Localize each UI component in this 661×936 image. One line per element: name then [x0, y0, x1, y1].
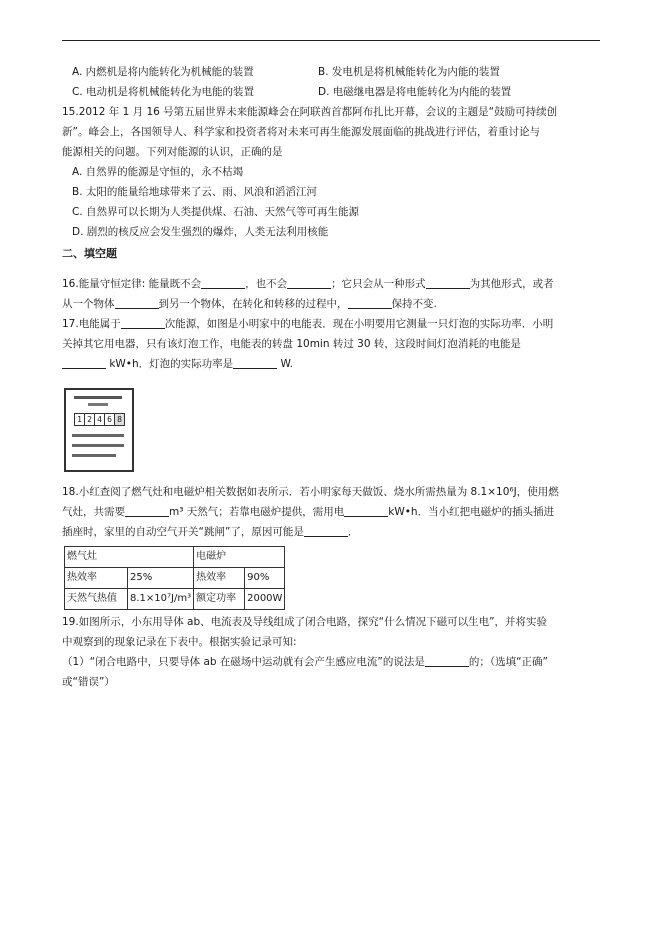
q14-option-d: D. 电磁继电器是将电能转化为内能的装置: [318, 86, 512, 98]
table-row: [65, 568, 285, 589]
answer-blank[interactable]: [233, 356, 277, 369]
q19-line-2: 中观察到的现象记录在下表中。根据实验记录可知:: [62, 636, 297, 648]
q18-text-b: 气灶，共需要: [62, 506, 125, 518]
q17-text-a: 17.电能属于: [62, 318, 121, 330]
q16-line-2: [62, 294, 602, 314]
q18-text-e: 插座时，家里的自动空气开关“跳闸”了，原因可能是: [62, 526, 304, 538]
meter-digit: 6: [105, 414, 115, 425]
table-cell: 热效率: [65, 568, 128, 589]
q18-text-c: m³ 天然气；若靠电磁炉提供，需用电: [169, 506, 345, 518]
meter-digits: [74, 413, 125, 426]
q16-text-c: ；它只会从一种形式: [331, 278, 426, 290]
q17-text-d: kW•h．灯泡的实际功率是: [109, 358, 234, 370]
answer-blank[interactable]: [304, 524, 348, 537]
q18-line-1: 18.小红查阅了燃气灶和电磁炉相关数据如表所示．若小明家每天做饭、烧水所需热量为 8.1×10⁶J，使用燃: [62, 486, 559, 498]
q17-line-1: [62, 314, 602, 334]
q15-stem-line-3: 能源相关的问题。下列对能源的认识，正确的是: [62, 146, 283, 158]
answer-blank[interactable]: [287, 276, 331, 289]
q16-text-f: 到另一个物体，在转化和转移的过程中，: [158, 298, 348, 310]
answer-blank[interactable]: [426, 276, 470, 289]
table-cell: 25%: [128, 568, 194, 589]
electric-meter-image: [64, 388, 134, 472]
q17-line-2: 关掉其它用电器，只有该灯泡工作，电能表的转盘 10min 转过 30 转，这段时间灯泡消耗的电能是: [62, 338, 521, 350]
answer-blank[interactable]: [62, 356, 106, 369]
q19-sub1-line-2: 或“错误”）: [62, 676, 115, 688]
meter-digit: 1: [75, 414, 85, 425]
table-cell: 天然气热值: [65, 589, 128, 610]
header-rule: [62, 40, 600, 41]
q15-option-b: B. 太阳的能量给地球带来了云、雨、风浪和滔滔江河: [72, 186, 317, 198]
q19-line-1: 19.如图所示，小东用导体 ab、电流表及导线组成了闭合电路，探究“什么情况下磁可以生电”，并将实验: [62, 616, 548, 628]
meter-digit: 8: [115, 414, 124, 425]
table-cell: 额定功率: [194, 589, 245, 610]
q14-option-b: B. 发电机是将机械能转化为内能的装置: [318, 66, 500, 78]
table-header-gas: 燃气灶: [65, 547, 194, 568]
q15-option-a: A. 自然界的能源是守恒的，永不枯竭: [72, 166, 244, 178]
q16-text-g: 保持不变.: [391, 298, 437, 310]
table-cell: 热效率: [194, 568, 245, 589]
q17-text-e: W.: [280, 358, 294, 370]
table-row: [65, 589, 285, 610]
q19-sub1-text-b: 的；（选填“正确”: [468, 656, 548, 668]
q18-text-d: kW•h．当小红把电磁炉的插头插进: [388, 506, 555, 518]
q16-text-e: 从一个物体: [62, 298, 115, 310]
section-title: 二、填空题: [62, 247, 117, 260]
q14-option-a: A. 内燃机是将内能转化为机械能的装置: [72, 66, 254, 78]
table-row: [65, 547, 285, 568]
q19-sub1-line-1: [62, 652, 602, 672]
q16-line-1: [62, 274, 602, 294]
q17-line-3: [62, 354, 602, 374]
table-cell: 90%: [245, 568, 285, 589]
table-header-induction: 电磁炉: [194, 547, 285, 568]
answer-blank[interactable]: [115, 296, 159, 309]
stove-data-table: [64, 546, 285, 610]
q15-stem-line-2: 新”。峰会上，各国领导人、科学家和投资者将对未来可再生能源发展面临的挑战进行评估，着重讨论与: [62, 126, 540, 138]
q18-line-2: [62, 502, 602, 522]
q14-option-c: C. 电动机是将机械能转化为电能的装置: [72, 86, 255, 98]
answer-blank[interactable]: [121, 316, 165, 329]
answer-blank[interactable]: [348, 296, 392, 309]
table-cell: 2000W: [245, 589, 285, 610]
q16-text-b: ，也不会: [245, 278, 288, 290]
q15-option-c: C. 自然界可以长期为人类提供煤、石油、天然气等可再生能源: [72, 206, 360, 218]
answer-blank[interactable]: [201, 276, 245, 289]
table-cell: 8.1×10⁷J/m³: [128, 589, 194, 610]
answer-blank[interactable]: [125, 504, 169, 517]
q16-text-d: 为其他形式，或者: [469, 278, 554, 290]
q14-options-row-2: [62, 82, 602, 102]
q17-text-b: 次能源，如图是小明家中的电能表．现在小明要用它测量一只灯泡的实际功率．小明: [164, 318, 554, 330]
q18-text-f: ．: [347, 526, 359, 538]
meter-digit: 4: [95, 414, 105, 425]
answer-blank[interactable]: [425, 654, 469, 667]
q19-sub1-text-a: （1）“闭合电路中，只要导体 ab 在磁场中运动就有会产生感应电流”的说法是: [62, 656, 425, 668]
q18-line-3: [62, 522, 602, 542]
q16-text-a: 16.能量守恒定律: 能量既不会: [62, 278, 202, 290]
q14-options-row-1: [62, 62, 602, 82]
answer-blank[interactable]: [344, 504, 388, 517]
meter-digit: 2: [85, 414, 95, 425]
document-body: [62, 62, 602, 692]
q15-stem-line-1: 15.2012 年 1 月 16 号第五届世界未来能源峰会在阿联酋首都阿布扎比开幕，会议的主题是“鼓励可持续创: [62, 106, 558, 118]
q15-option-d: D. 剧烈的核反应会发生强烈的爆炸，人类无法利用核能: [72, 226, 329, 238]
